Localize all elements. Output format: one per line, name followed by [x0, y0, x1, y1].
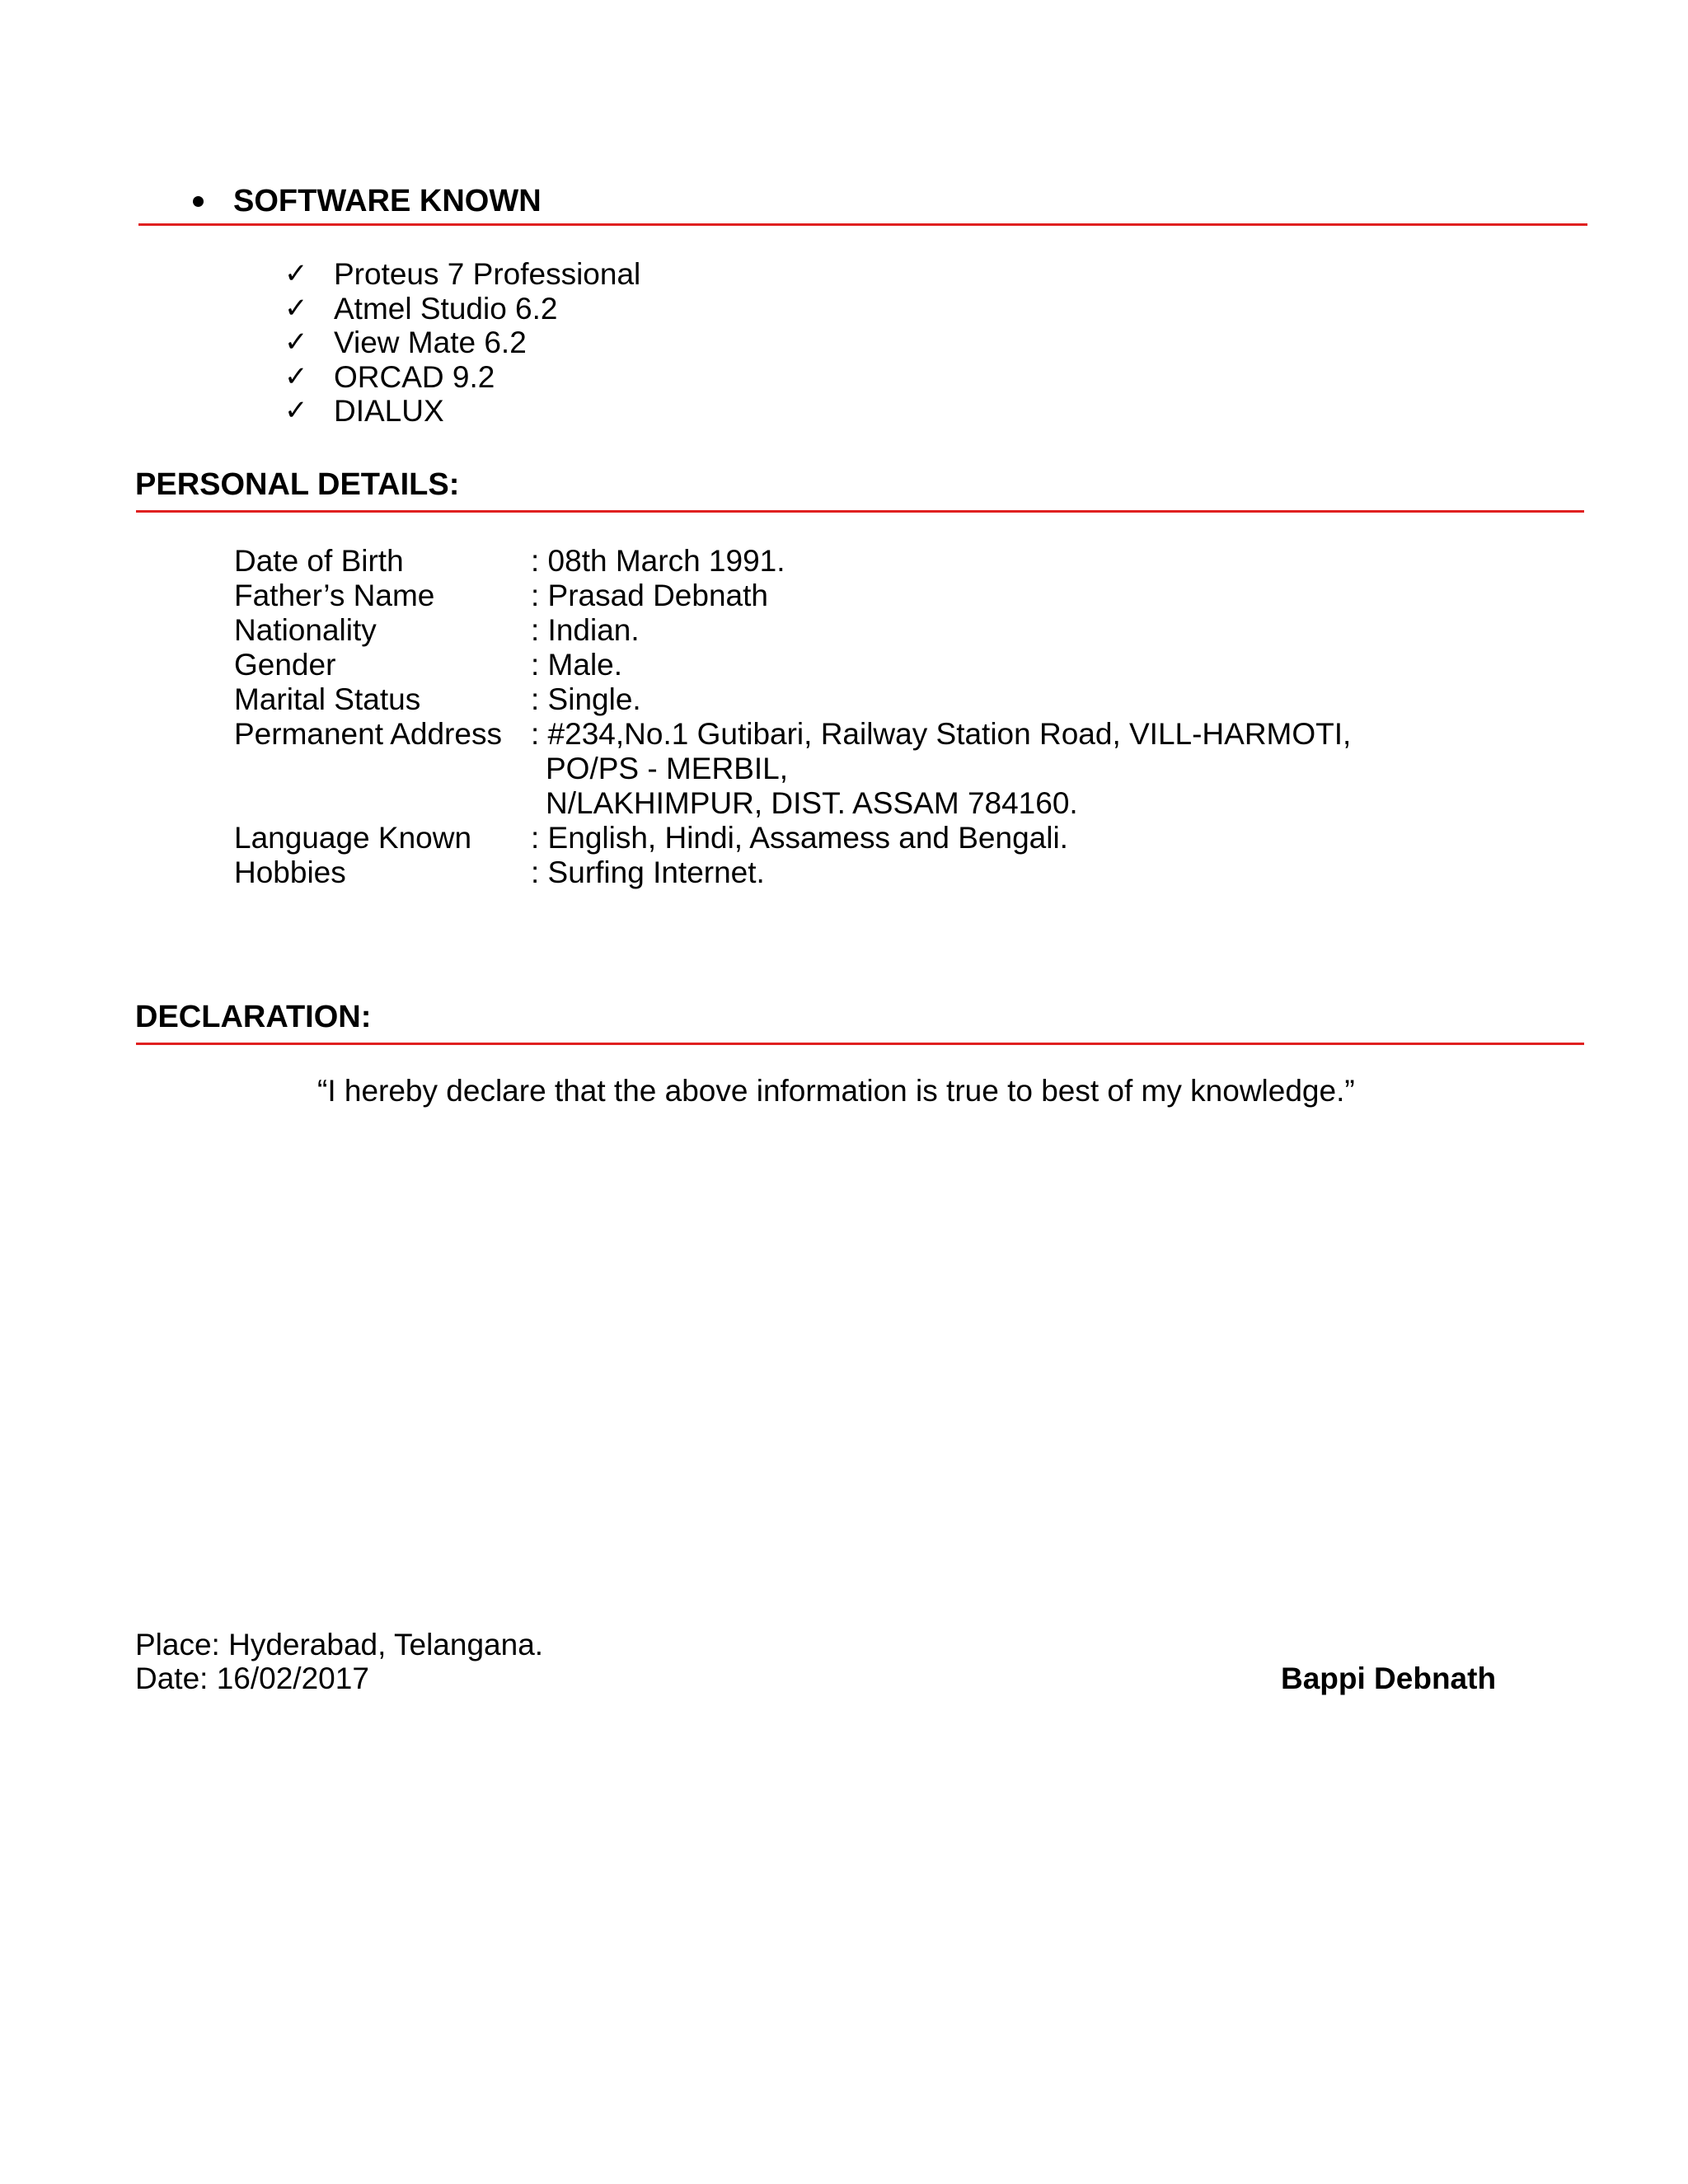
list-item: [284, 394, 640, 429]
detail-label: Language Known: [234, 821, 472, 855]
detail-label: Permanent Address: [234, 717, 502, 751]
list-item: [284, 326, 640, 360]
detail-label: Gender: [234, 648, 336, 682]
detail-label: Nationality: [234, 613, 377, 647]
detail-value: : Indian.: [531, 613, 640, 647]
check-mark-icon: ✓: [284, 292, 308, 324]
detail-label: [234, 786, 531, 821]
table-row: [234, 544, 1351, 579]
list-item: [284, 360, 640, 395]
declaration-divider: [136, 1043, 1584, 1045]
table-row: [234, 648, 1351, 682]
table-row: [234, 752, 1351, 786]
detail-value: : Prasad Debnath: [531, 579, 768, 612]
detail-label: Date of Birth: [234, 544, 404, 578]
place-text: Place: Hyderabad, Telangana.: [135, 1628, 544, 1661]
detail-value: : Male.: [531, 648, 623, 682]
table-row: [234, 821, 1351, 855]
detail-value: : Surfing Internet.: [531, 855, 765, 889]
signature-name: Bappi Debnath: [1281, 1661, 1497, 1695]
software-list: [284, 257, 640, 429]
check-mark-icon: ✓: [284, 258, 308, 289]
software-heading: SOFTWARE KNOWN: [233, 184, 542, 218]
list-item: [284, 257, 640, 292]
personal-details-heading: PERSONAL DETAILS:: [135, 467, 460, 502]
date-text: Date: 16/02/2017: [135, 1661, 369, 1695]
software-item: DIALUX: [334, 394, 444, 428]
detail-value: : English, Hindi, Assamess and Bengali.: [531, 821, 1068, 855]
table-row: [234, 786, 1351, 821]
detail-label: Father’s Name: [234, 579, 435, 612]
table-row: [234, 579, 1351, 613]
declaration-heading: DECLARATION:: [135, 1000, 372, 1034]
table-row: [234, 613, 1351, 648]
software-item: View Mate 6.2: [334, 326, 527, 359]
detail-label: Hobbies: [234, 855, 346, 889]
detail-value: : Single.: [531, 682, 641, 716]
table-row: [234, 855, 1351, 890]
software-item: ORCAD 9.2: [334, 359, 495, 394]
detail-value: : 08th March 1991.: [531, 544, 785, 578]
detail-value: PO/PS - MERBIL,: [546, 752, 789, 785]
software-divider: [138, 223, 1587, 226]
software-item: Proteus 7 Professional: [334, 257, 641, 291]
detail-label: [234, 752, 531, 786]
declaration-text: “I hereby declare that the above information is true to best of my knowledge.”: [317, 1074, 1355, 1108]
bullet-icon: [193, 196, 204, 207]
table-row: [234, 682, 1351, 717]
check-mark-icon: ✓: [284, 360, 308, 392]
table-row: [234, 717, 1351, 752]
personal-details-divider: [136, 510, 1584, 513]
detail-label: Marital Status: [234, 682, 421, 716]
software-item: Atmel Studio 6.2: [334, 291, 558, 326]
check-mark-icon: ✓: [284, 326, 308, 358]
detail-value: N/LAKHIMPUR, DIST. ASSAM 784160.: [546, 786, 1078, 820]
check-mark-icon: ✓: [284, 395, 308, 426]
list-item: [284, 292, 640, 326]
personal-details-table: [234, 544, 1351, 890]
detail-value: : #234,No.1 Gutibari, Railway Station Road, VILL-HARMOTI,: [531, 717, 1352, 751]
